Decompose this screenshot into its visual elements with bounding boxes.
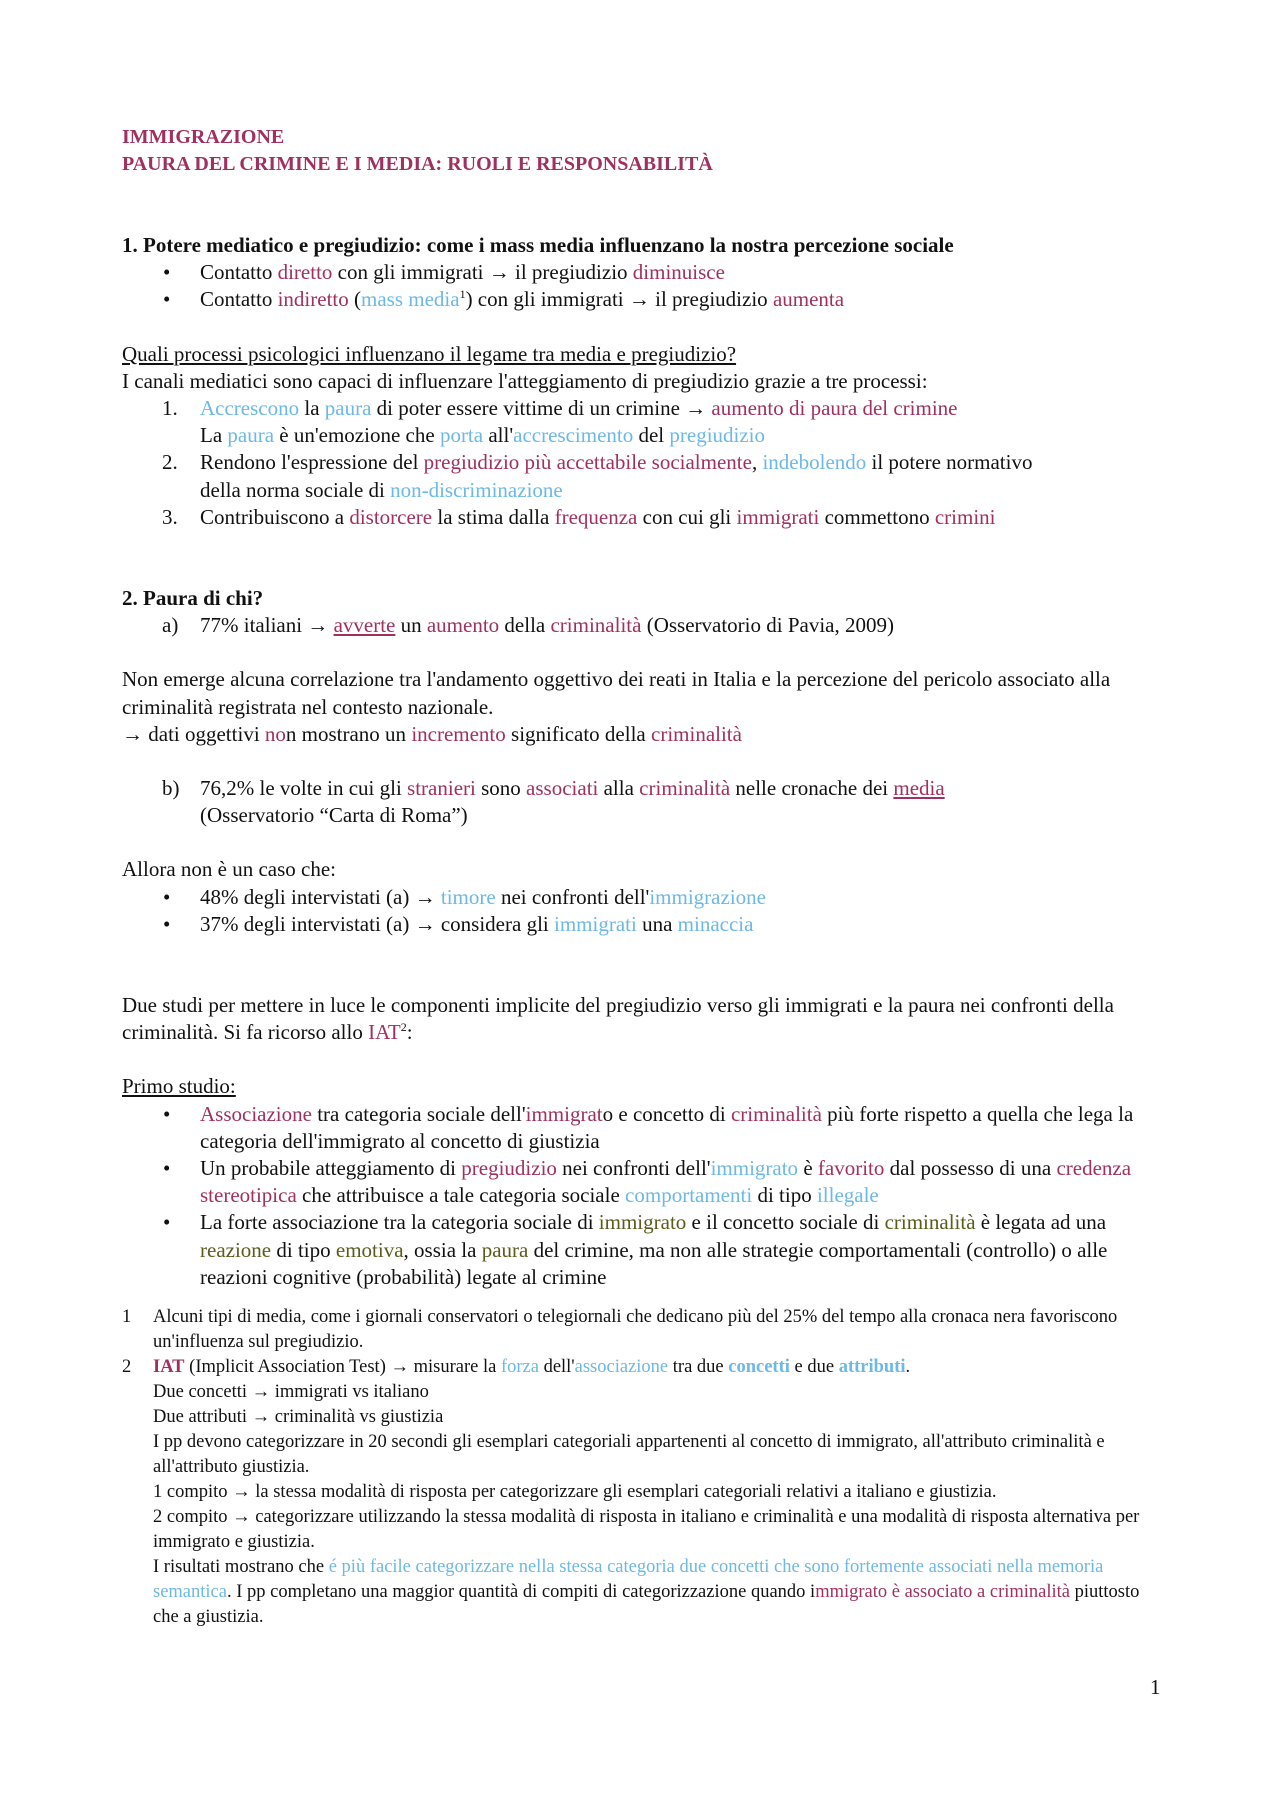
section-1-heading: 1. Potere mediatico e pregiudizio: come i mass media influenzano la nostra percezione sociale xyxy=(122,233,954,257)
title-line-1: IMMIGRAZIONE xyxy=(122,126,285,148)
section-1-intro: I canali mediatici sono capaci di influenzare l'atteggiamento di pregiudizio grazie a tre processi: xyxy=(122,368,928,393)
list-item: • 37% degli intervistati (a) → considera gli immigrati una minaccia xyxy=(122,911,1167,938)
footnote-2: 2 IAT (Implicit Association Test) → misurare la forza dell'associazione tra due concetti e due attributi. Due concetti → immigrati vs italiano Due attributi → criminalità vs giustizia I pp devono categorizzare in 20 secondi gli esemplari categoriali appartenenti al concetto di immigrato, all'attributo criminalità e all'attributo giustizia. 1 compito → la stessa modalità di risposta per categorizzare gli esemplari categoriali relativi a italiano e giustizia. 2 compito → categorizzare utilizzando la stessa modalità di risposta in italiano e criminalità e una modalità di risposta alternativa per immigrato e giustizia. I risultati mostrano che é più facile categorizzare nella stessa categoria due concetti che sono fortemente associati nella memoria semantica. I pp completano una maggior quantità di compiti di categorizzazione quando immigrato è associato a criminalità piuttosto che a giustizia. xyxy=(122,1357,1140,1628)
stat-list-b xyxy=(122,775,1167,829)
list-item: • Un probabile atteggiamento di pregiudizio nei confronti dell'immigrato è favorito dal possesso di una credenza stereotipica che attribuisce a tale categoria sociale comportamenti di tipo illegale xyxy=(122,1155,1167,1209)
list-item: • Contatto diretto con gli immigrati → il pregiudizio diminuisce xyxy=(122,259,1167,286)
list-item: a) 77% italiani → avverte un aumento della criminalità (Osservatorio di Pavia, 2009) xyxy=(162,613,894,638)
list-item: b) 76,2% le volte in cui gli stranieri sono associati alla criminalità nelle cronache dei media (Osservatorio “Carta di Roma”) xyxy=(162,776,945,828)
list-item: • La forte associazione tra la categoria sociale di immigrato e il concetto sociale di criminalità è legata ad una reazione di tipo emotiva, ossia la paura del crimine, ma non alle strategie comportamentali (controllo) o alle reazioni cognitive (probabilità) legate al crimine xyxy=(122,1209,1167,1291)
footnotes xyxy=(122,1305,1167,1630)
section-2-heading: 2. Paura di chi? xyxy=(122,586,264,611)
document-title xyxy=(122,124,1167,178)
paragraph: Non emerge alcuna correlazione tra l'andamento oggettivo dei reati in Italia e la percezione del pericolo associato alla criminalità registrata nel contesto nazionale. xyxy=(122,667,1111,719)
list-item: 2. Rendono l'espressione del pregiudizio più accettabile socialmente, indebolendo il potere normativo della norma sociale di non-discriminazione xyxy=(162,450,1033,502)
footnote-1: 1 Alcuni tipi di media, come i giornali conservatori o telegiornali che dedicano più del 25% del tempo alla cronaca nera favoriscono un'influenza sul pregiudizio. xyxy=(122,1307,1118,1353)
process-list xyxy=(122,395,1167,531)
study-bullets xyxy=(122,1101,1167,1291)
subheading-primo-studio: Primo studio: xyxy=(122,1074,236,1099)
section-1 xyxy=(122,232,1167,531)
page-number: 1 xyxy=(1150,1675,1161,1699)
section-1-bullets xyxy=(122,259,1167,313)
paragraph: Due studi per mettere in luce le componenti implicite del pregiudizio verso gli immigrati e la paura nei confronti della criminalità. Si fa ricorso allo IAT$^2$: xyxy=(122,993,1114,1045)
list-item: 1. Accrescono la paura di poter essere vittime di un crimine → aumento di paura del crimine La paura è un'emozione che porta all'accrescimento del pregiudizio xyxy=(162,396,958,448)
stat-list-a xyxy=(122,612,1167,639)
footnote-ref-2[interactable]: 2 xyxy=(400,1020,407,1035)
title-line-2: PAURA DEL CRIMINE E I MEDIA: RUOLI E RESPONSABILITÀ xyxy=(122,153,713,175)
list-item: 3. Contribuiscono a distorcere la stima dalla frequenza con cui gli immigrati commettono crimini xyxy=(162,504,996,529)
paragraph: → dati oggettivi non mostrano un incremento significato della criminalità xyxy=(122,721,742,746)
list-item: • Associazione tra categoria sociale dell'immigrato e concetto di criminalità più forte rispetto a quella che lega la categoria dell'immigrato al concetto di giustizia xyxy=(122,1101,1167,1155)
list-item: • Contatto indiretto (mass media$^1$) con gli immigrati → il pregiudizio aumenta xyxy=(122,286,1167,313)
survey-bullets xyxy=(122,884,1167,938)
list-item: • 48% degli intervistati (a) → timore nei confronti dell'immigrazione xyxy=(122,884,1167,911)
paragraph: Allora non è un caso che: xyxy=(122,857,337,882)
footnote-ref-1[interactable]: 1 xyxy=(459,287,466,302)
section-1-question: Quali processi psicologici influenzano il legame tra media e pregiudizio? xyxy=(122,341,737,366)
section-2 xyxy=(122,585,1167,1291)
page-content xyxy=(122,124,1167,1630)
